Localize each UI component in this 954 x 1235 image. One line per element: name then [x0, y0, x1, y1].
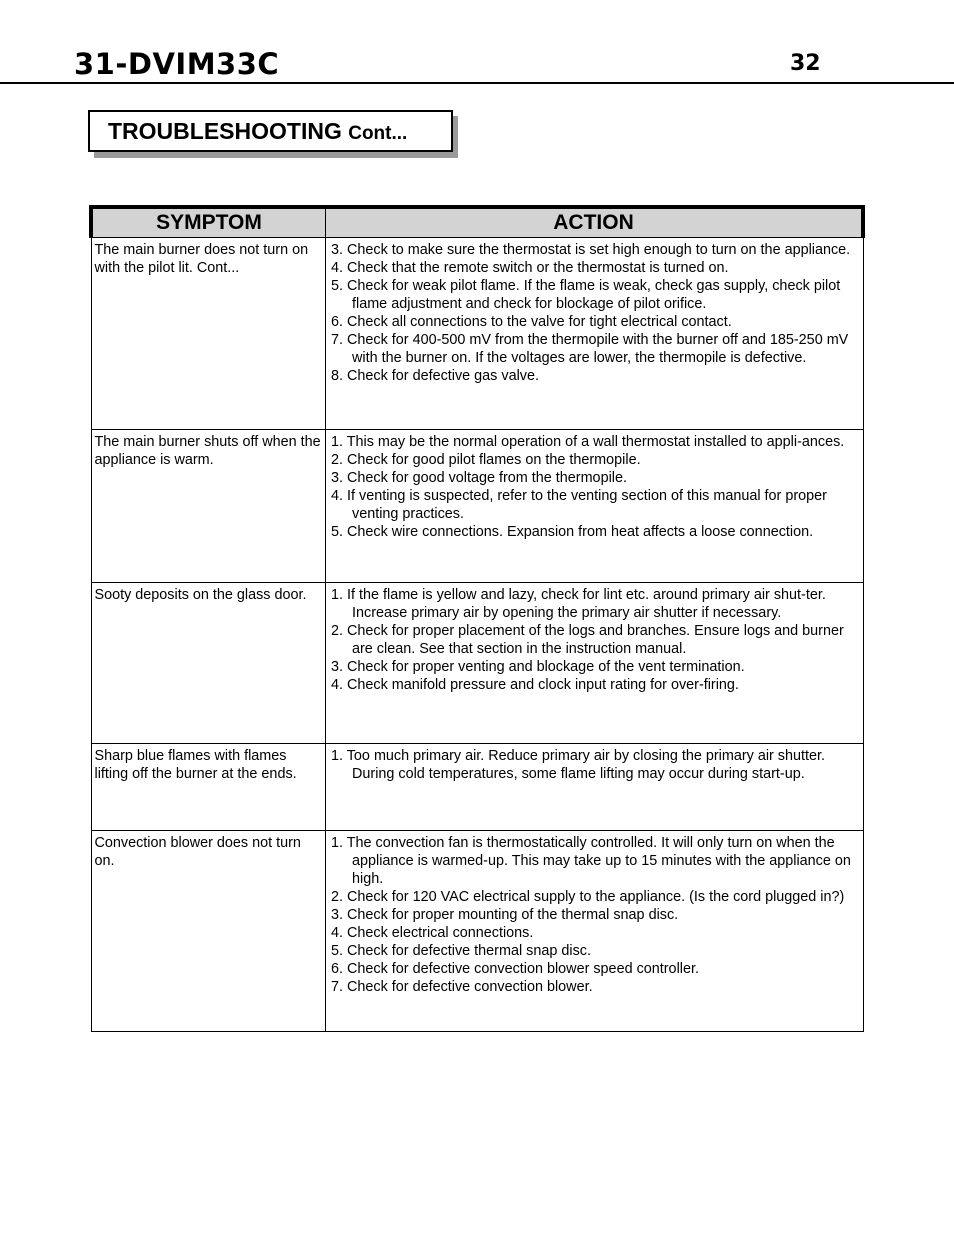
action-item: 1. If the flame is yellow and lazy, check for lint etc. around primary air shut-ter. Increase primary air by opening the primary air shutter if necessary.	[331, 587, 826, 621]
action-item: 1. This may be the normal operation of a wall thermostat installed to appli-ances.	[331, 434, 845, 450]
action-list	[329, 747, 860, 783]
action-item: 8. Check for defective gas valve.	[331, 368, 539, 384]
section-heading-suffix: Cont...	[348, 123, 408, 144]
action-item: 6. Check all connections to the valve for tight electrical contact.	[331, 314, 732, 330]
action-column-header: ACTION	[326, 207, 864, 238]
table-row	[91, 583, 863, 744]
action-item: 2. Check for good pilot flames on the thermopile.	[331, 452, 641, 468]
action-item: 4. Check that the remote switch or the thermostat is turned on.	[331, 260, 729, 276]
troubleshooting-table	[89, 205, 865, 1032]
action-item: 1. The convection fan is thermostatically controlled. It will only turn on when the appliance is warmed-up. This may take up to 15 minutes with the appliance on high.	[331, 835, 851, 887]
action-item: 1. Too much primary air. Reduce primary air by closing the primary air shutter. During cold temperatures, some flame lifting may occur during start-up.	[331, 748, 826, 782]
action-item: 2. Check for proper placement of the logs and branches. Ensure logs and burner are clean. See that section in the instruction manual.	[331, 623, 844, 657]
action-list	[329, 834, 860, 996]
action-item: 3. Check to make sure the thermostat is set high enough to turn on the appliance.	[331, 242, 851, 258]
section-heading-main: TROUBLESHOOTING	[108, 118, 342, 144]
action-item: 6. Check for defective convection blower speed controller.	[331, 961, 699, 977]
symptom-cell: The main burner does not turn on with the pilot lit. Cont...	[91, 238, 326, 430]
action-list	[329, 241, 860, 385]
page-number: 32	[790, 51, 821, 76]
action-cell	[326, 744, 864, 831]
document-title: 31-DVIM33C	[74, 47, 280, 81]
action-item: 3. Check for proper venting and blockage of the vent termination.	[331, 659, 745, 675]
table-row	[91, 238, 863, 430]
section-heading	[108, 117, 407, 148]
action-item: 3. Check for proper mounting of the thermal snap disc.	[331, 907, 679, 923]
action-list	[329, 586, 860, 694]
action-item: 7. Check for 400-500 mV from the thermopile with the burner off and 185-250 mV with the burner on. If the voltages are lower, the thermopile is defective.	[331, 332, 849, 366]
action-item: 2. Check for 120 VAC electrical supply to the appliance. (Is the cord plugged in?)	[331, 889, 845, 905]
table-row	[91, 744, 863, 831]
action-item: 5. Check wire connections. Expansion from heat affects a loose connection.	[331, 524, 814, 540]
action-item: 5. Check for defective thermal snap disc.	[331, 943, 591, 959]
section-heading-box	[88, 110, 453, 152]
action-item: 7. Check for defective convection blower.	[331, 979, 593, 995]
action-item: 3. Check for good voltage from the thermopile.	[331, 470, 627, 486]
table-header-row	[91, 207, 863, 238]
table-row	[91, 430, 863, 583]
action-item: 5. Check for weak pilot flame. If the flame is weak, check gas supply, check pilot flame adjustment and check for blockage of pilot orifice.	[331, 278, 841, 312]
action-list	[329, 433, 860, 541]
action-cell	[326, 238, 864, 430]
symptom-column-header: SYMPTOM	[91, 207, 326, 238]
action-item: 4. If venting is suspected, refer to the venting section of this manual for proper venting practices.	[331, 488, 827, 522]
symptom-cell: The main burner shuts off when the appliance is warm.	[91, 430, 326, 583]
action-cell	[326, 583, 864, 744]
action-cell	[326, 831, 864, 1032]
symptom-cell: Convection blower does not turn on.	[91, 831, 326, 1032]
action-item: 4. Check manifold pressure and clock input rating for over-firing.	[331, 677, 739, 693]
symptom-cell: Sharp blue flames with flames lifting off the burner at the ends.	[91, 744, 326, 831]
header-divider	[0, 82, 954, 84]
symptom-cell: Sooty deposits on the glass door.	[91, 583, 326, 744]
table-row	[91, 831, 863, 1032]
action-item: 4. Check electrical connections.	[331, 925, 534, 941]
action-cell	[326, 430, 864, 583]
